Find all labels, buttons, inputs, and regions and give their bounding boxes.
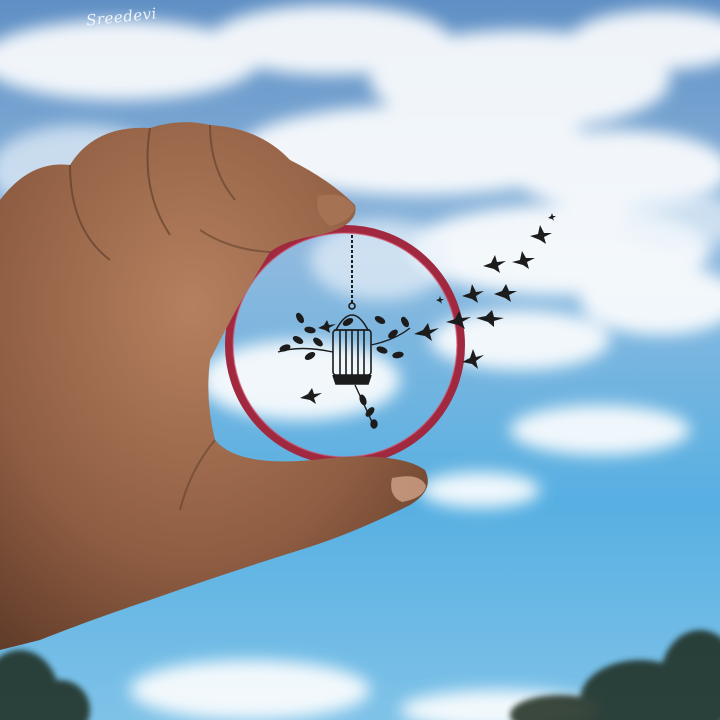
watermark-signature: Sreedevi — [85, 4, 158, 30]
